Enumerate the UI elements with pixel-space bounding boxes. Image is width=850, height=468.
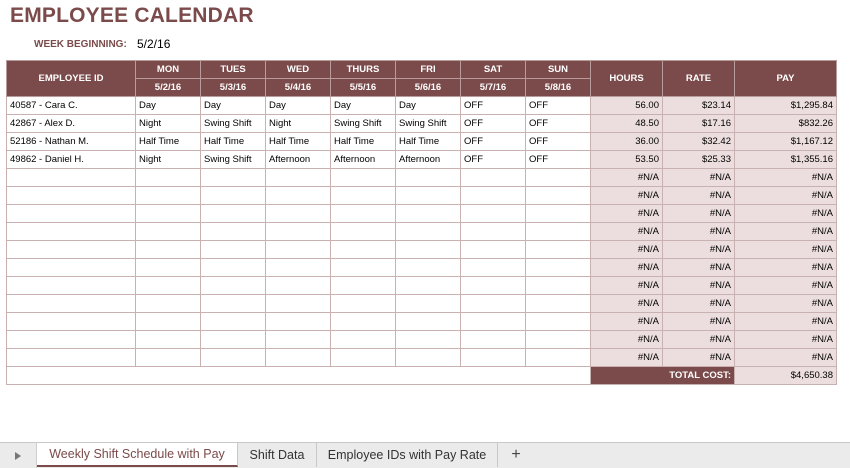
table-row xyxy=(7,331,837,349)
total-cost-label: TOTAL COST: xyxy=(591,367,735,385)
shift-cell[interactable] xyxy=(331,277,396,295)
shift-cell[interactable] xyxy=(136,259,201,277)
shift-cell[interactable]: Swing Shift xyxy=(396,115,461,133)
week-beginning-value[interactable]: 5/2/16 xyxy=(137,37,171,51)
shift-cell[interactable] xyxy=(526,223,591,241)
table-row xyxy=(7,205,837,223)
shift-cell[interactable]: OFF xyxy=(461,97,526,115)
shift-cell[interactable] xyxy=(266,169,331,187)
shift-cell[interactable] xyxy=(266,241,331,259)
employee-id-cell[interactable]: 40587 - Cara C. xyxy=(7,97,136,115)
shift-cell[interactable] xyxy=(396,169,461,187)
shift-cell[interactable] xyxy=(136,295,201,313)
hours-cell[interactable]: #N/A xyxy=(591,241,663,259)
shift-cell[interactable] xyxy=(331,349,396,367)
shift-cell[interactable] xyxy=(526,187,591,205)
shift-cell[interactable] xyxy=(331,223,396,241)
employee-id-header: EMPLOYEE ID xyxy=(7,61,136,97)
shift-cell[interactable] xyxy=(136,313,201,331)
rate-cell[interactable]: $32.42 xyxy=(663,133,735,151)
day-header-thurs: THURS xyxy=(331,61,396,79)
table-row xyxy=(7,151,837,169)
rate-cell[interactable]: $17.16 xyxy=(663,115,735,133)
shift-cell[interactable] xyxy=(266,277,331,295)
hours-cell[interactable]: #N/A xyxy=(591,223,663,241)
shift-cell[interactable] xyxy=(201,169,266,187)
shift-cell[interactable] xyxy=(461,295,526,313)
rate-cell[interactable]: #N/A xyxy=(663,349,735,367)
shift-cell[interactable] xyxy=(136,277,201,295)
shift-cell[interactable]: Afternoon xyxy=(266,151,331,169)
table-row xyxy=(7,187,837,205)
shift-cell[interactable] xyxy=(396,241,461,259)
day-header-wed: WED xyxy=(266,61,331,79)
shift-cell[interactable] xyxy=(201,349,266,367)
shift-cell[interactable] xyxy=(136,349,201,367)
shift-cell[interactable] xyxy=(136,187,201,205)
shift-cell[interactable] xyxy=(396,277,461,295)
pay-cell[interactable]: #N/A xyxy=(735,349,837,367)
shift-cell[interactable] xyxy=(526,241,591,259)
shift-cell[interactable] xyxy=(266,205,331,223)
shift-cell[interactable] xyxy=(396,295,461,313)
day-header-mon: MON xyxy=(136,61,201,79)
shift-cell[interactable]: Afternoon xyxy=(331,151,396,169)
employee-id-cell[interactable] xyxy=(7,295,136,313)
shift-cell[interactable] xyxy=(396,313,461,331)
shift-cell[interactable] xyxy=(331,205,396,223)
shift-cell[interactable] xyxy=(331,259,396,277)
day-date-mon: 5/2/16 xyxy=(136,79,201,97)
shift-cell[interactable]: OFF xyxy=(526,151,591,169)
shift-cell[interactable]: OFF xyxy=(461,133,526,151)
rate-cell[interactable]: $25.33 xyxy=(663,151,735,169)
shift-cell[interactable] xyxy=(526,277,591,295)
shift-cell[interactable] xyxy=(526,331,591,349)
shift-cell[interactable] xyxy=(136,169,201,187)
pay-cell[interactable]: $1,295.84 xyxy=(735,97,837,115)
hours-cell[interactable]: #N/A xyxy=(591,349,663,367)
table-row xyxy=(7,223,837,241)
shift-cell[interactable] xyxy=(331,331,396,349)
shift-cell[interactable] xyxy=(526,169,591,187)
table-row xyxy=(7,349,837,367)
schedule-table xyxy=(6,60,837,385)
shift-cell[interactable]: Half Time xyxy=(201,133,266,151)
rate-cell[interactable]: #N/A xyxy=(663,277,735,295)
shift-cell[interactable]: Day xyxy=(266,97,331,115)
total-row xyxy=(7,367,837,385)
pay-cell[interactable]: #N/A xyxy=(735,169,837,187)
shift-cell[interactable]: Night xyxy=(136,151,201,169)
shift-cell[interactable] xyxy=(396,187,461,205)
hours-cell[interactable]: #N/A xyxy=(591,187,663,205)
pay-cell[interactable]: #N/A xyxy=(735,187,837,205)
hours-cell[interactable]: #N/A xyxy=(591,205,663,223)
shift-cell[interactable] xyxy=(526,205,591,223)
shift-cell[interactable]: OFF xyxy=(526,97,591,115)
rate-cell[interactable]: #N/A xyxy=(663,295,735,313)
pay-cell[interactable]: #N/A xyxy=(735,313,837,331)
shift-cell[interactable] xyxy=(266,295,331,313)
table-row xyxy=(7,133,837,151)
shift-cell[interactable] xyxy=(331,241,396,259)
hours-cell[interactable]: 53.50 xyxy=(591,151,663,169)
pay-cell[interactable]: $1,167.12 xyxy=(735,133,837,151)
shift-cell[interactable] xyxy=(461,205,526,223)
shift-cell[interactable] xyxy=(201,295,266,313)
hours-cell[interactable]: #N/A xyxy=(591,313,663,331)
rate-cell[interactable]: #N/A xyxy=(663,331,735,349)
hours-cell[interactable]: 48.50 xyxy=(591,115,663,133)
shift-cell[interactable] xyxy=(461,313,526,331)
tab-employee-ids-pay-rate[interactable]: Employee IDs with Pay Rate xyxy=(317,443,498,467)
pay-cell[interactable]: $1,355.16 xyxy=(735,151,837,169)
rate-cell[interactable]: #N/A xyxy=(663,187,735,205)
shift-cell[interactable]: Night xyxy=(266,115,331,133)
shift-cell[interactable]: Swing Shift xyxy=(201,151,266,169)
total-cost-value[interactable]: $4,650.38 xyxy=(735,367,837,385)
shift-cell[interactable] xyxy=(266,259,331,277)
shift-cell[interactable] xyxy=(266,349,331,367)
shift-cell[interactable] xyxy=(201,205,266,223)
rate-cell[interactable]: $23.14 xyxy=(663,97,735,115)
shift-cell[interactable] xyxy=(526,313,591,331)
shift-cell[interactable]: Day xyxy=(331,97,396,115)
table-row xyxy=(7,169,837,187)
shift-cell[interactable] xyxy=(201,187,266,205)
pay-header: PAY xyxy=(735,61,837,97)
shift-cell[interactable] xyxy=(396,205,461,223)
blank-cell xyxy=(7,367,591,385)
employee-id-cell[interactable] xyxy=(7,313,136,331)
shift-cell[interactable]: Swing Shift xyxy=(201,115,266,133)
shift-cell[interactable]: OFF xyxy=(526,115,591,133)
shift-cell[interactable] xyxy=(201,331,266,349)
employee-id-cell[interactable] xyxy=(7,241,136,259)
shift-cell[interactable]: Half Time xyxy=(396,133,461,151)
employee-id-cell[interactable] xyxy=(7,259,136,277)
header-row xyxy=(7,61,837,79)
day-date-sat: 5/7/16 xyxy=(461,79,526,97)
table-row xyxy=(7,241,837,259)
shift-cell[interactable] xyxy=(136,223,201,241)
table-row xyxy=(7,97,837,115)
add-sheet-button[interactable]: + xyxy=(511,446,521,463)
shift-cell[interactable]: Day xyxy=(396,97,461,115)
shift-cell[interactable] xyxy=(136,205,201,223)
shift-cell[interactable] xyxy=(461,331,526,349)
tab-shift-data[interactable]: Shift Data xyxy=(238,443,317,467)
hours-header: HOURS xyxy=(591,61,663,97)
week-beginning-label: WEEK BEGINNING: xyxy=(34,39,127,50)
pay-cell[interactable]: $832.26 xyxy=(735,115,837,133)
shift-cell[interactable] xyxy=(526,349,591,367)
employee-id-cell[interactable] xyxy=(7,169,136,187)
pay-cell[interactable]: #N/A xyxy=(735,295,837,313)
shift-cell[interactable] xyxy=(136,241,201,259)
shift-cell[interactable] xyxy=(331,169,396,187)
rate-cell[interactable]: #N/A xyxy=(663,259,735,277)
day-date-tues: 5/3/16 xyxy=(201,79,266,97)
shift-cell[interactable] xyxy=(201,259,266,277)
employee-id-cell[interactable] xyxy=(7,331,136,349)
shift-cell[interactable] xyxy=(201,277,266,295)
hours-cell[interactable]: #N/A xyxy=(591,259,663,277)
employee-id-cell[interactable] xyxy=(7,187,136,205)
pay-cell[interactable]: #N/A xyxy=(735,241,837,259)
shift-cell[interactable] xyxy=(266,331,331,349)
shift-cell[interactable]: Half Time xyxy=(266,133,331,151)
hours-cell[interactable]: #N/A xyxy=(591,277,663,295)
employee-id-cell[interactable]: 49862 - Daniel H. xyxy=(7,151,136,169)
day-header-sun: SUN xyxy=(526,61,591,79)
shift-cell[interactable] xyxy=(396,259,461,277)
day-header-sat: SAT xyxy=(461,61,526,79)
pay-cell[interactable]: #N/A xyxy=(735,259,837,277)
shift-cell[interactable] xyxy=(461,169,526,187)
rate-header: RATE xyxy=(663,61,735,97)
rate-cell[interactable]: #N/A xyxy=(663,313,735,331)
day-header-tues: TUES xyxy=(201,61,266,79)
shift-cell[interactable] xyxy=(266,187,331,205)
shift-cell[interactable] xyxy=(396,349,461,367)
shift-cell[interactable]: OFF xyxy=(461,151,526,169)
shift-cell[interactable]: Half Time xyxy=(331,133,396,151)
shift-cell[interactable]: Half Time xyxy=(136,133,201,151)
rate-cell[interactable]: #N/A xyxy=(663,223,735,241)
hours-cell[interactable]: 56.00 xyxy=(591,97,663,115)
shift-cell[interactable]: Afternoon xyxy=(396,151,461,169)
table-row xyxy=(7,115,837,133)
shift-cell[interactable] xyxy=(136,331,201,349)
day-header-fri: FRI xyxy=(396,61,461,79)
shift-cell[interactable] xyxy=(461,277,526,295)
shift-cell[interactable] xyxy=(526,259,591,277)
day-date-sun: 5/8/16 xyxy=(526,79,591,97)
shift-cell[interactable]: OFF xyxy=(461,115,526,133)
pay-cell[interactable]: #N/A xyxy=(735,331,837,349)
shift-cell[interactable] xyxy=(201,223,266,241)
shift-cell[interactable] xyxy=(201,313,266,331)
hours-cell[interactable]: #N/A xyxy=(591,295,663,313)
shift-cell[interactable] xyxy=(526,295,591,313)
shift-cell[interactable] xyxy=(331,313,396,331)
day-date-wed: 5/4/16 xyxy=(266,79,331,97)
shift-cell[interactable] xyxy=(396,331,461,349)
shift-cell[interactable] xyxy=(461,259,526,277)
table-row xyxy=(7,277,837,295)
shift-cell[interactable] xyxy=(461,349,526,367)
rate-cell[interactable]: #N/A xyxy=(663,205,735,223)
pay-cell[interactable]: #N/A xyxy=(735,205,837,223)
rate-cell[interactable]: #N/A xyxy=(663,169,735,187)
shift-cell[interactable] xyxy=(266,313,331,331)
shift-cell[interactable]: OFF xyxy=(526,133,591,151)
shift-cell[interactable] xyxy=(461,187,526,205)
table-row xyxy=(7,259,837,277)
employee-id-cell[interactable] xyxy=(7,223,136,241)
employee-id-cell[interactable] xyxy=(7,277,136,295)
play-right-icon[interactable] xyxy=(0,443,37,468)
hours-cell[interactable]: #N/A xyxy=(591,331,663,349)
shift-cell[interactable] xyxy=(331,187,396,205)
pay-cell[interactable]: #N/A xyxy=(735,223,837,241)
shift-cell[interactable] xyxy=(396,223,461,241)
sheet-title: EMPLOYEE CALENDAR xyxy=(10,4,254,27)
employee-id-cell[interactable] xyxy=(7,205,136,223)
shift-cell[interactable] xyxy=(461,223,526,241)
shift-cell[interactable] xyxy=(331,295,396,313)
employee-id-cell[interactable] xyxy=(7,349,136,367)
shift-cell[interactable] xyxy=(201,241,266,259)
day-date-thurs: 5/5/16 xyxy=(331,79,396,97)
shift-cell[interactable]: Day xyxy=(201,97,266,115)
shift-cell[interactable]: Swing Shift xyxy=(331,115,396,133)
employee-id-cell[interactable]: 52186 - Nathan M. xyxy=(7,133,136,151)
table-row xyxy=(7,313,837,331)
hours-cell[interactable]: #N/A xyxy=(591,169,663,187)
sheet-tab-bar xyxy=(0,442,850,468)
tab-weekly-shift-schedule[interactable]: Weekly Shift Schedule with Pay xyxy=(37,443,238,467)
pay-cell[interactable]: #N/A xyxy=(735,277,837,295)
employee-id-cell[interactable]: 42867 - Alex D. xyxy=(7,115,136,133)
day-date-fri: 5/6/16 xyxy=(396,79,461,97)
shift-cell[interactable] xyxy=(461,241,526,259)
rate-cell[interactable]: #N/A xyxy=(663,241,735,259)
shift-cell[interactable]: Night xyxy=(136,115,201,133)
shift-cell[interactable] xyxy=(266,223,331,241)
hours-cell[interactable]: 36.00 xyxy=(591,133,663,151)
table-row xyxy=(7,295,837,313)
shift-cell[interactable]: Day xyxy=(136,97,201,115)
